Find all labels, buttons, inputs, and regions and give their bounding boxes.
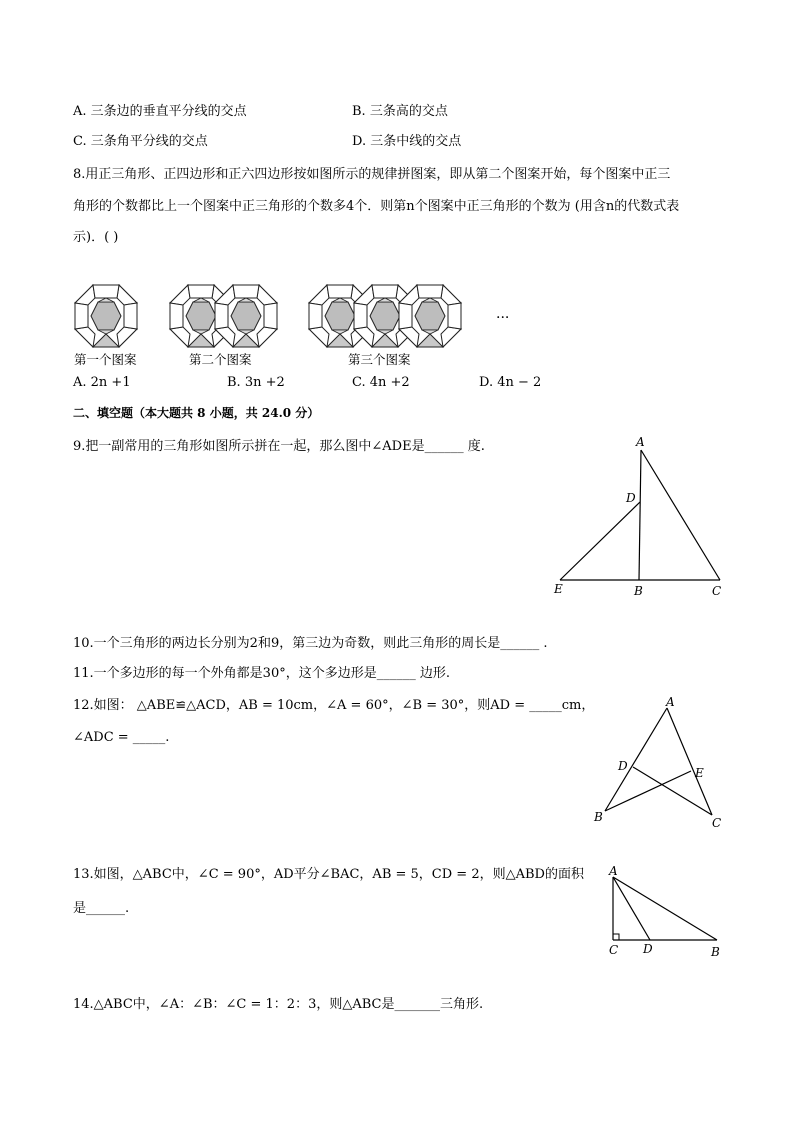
q13-label-c: C <box>609 943 619 957</box>
q12-label-b: B <box>594 810 603 824</box>
q8-pattern2-tile <box>215 285 277 347</box>
q9-label-c: C <box>712 584 722 598</box>
q13-stem-line1: 13.如图，△ABC中，∠C = 90°，AD平分∠BAC，AB = 5，CD = 2，则△ABD的面积 <box>73 867 584 882</box>
q12-stem-line2: ∠ADC = _____. <box>73 730 170 745</box>
q8-stem-line2: 角形的个数都比上一个图案中正三角形的个数多4个．则第n个图案中正三角形的个数为 (用含n的代数式表 <box>73 199 680 214</box>
q8-stem-line1: 8.用正三角形、正四边形和正六四边形按如图所示的规律拼图案，即从第二个图案开始，每个图案中正三 <box>73 167 671 182</box>
q9-stem: 9.把一副常用的三角形如图所示拼在一起，那么图中∠ADE是______ 度. <box>73 439 485 454</box>
q8-pattern3-tile <box>399 285 461 347</box>
q10-stem: 10.一个三角形的两边长分别为2和9，第三边为奇数，则此三角形的周长是______ . <box>73 636 548 651</box>
q13-figure <box>600 864 740 964</box>
section-fill-in-title: 二、填空题（本大题共 8 小题，共 24.0 分） <box>73 406 320 420</box>
q8-ellipsis: ... <box>496 306 510 322</box>
q7-option-a: A. 三条边的垂直平分线的交点 <box>73 104 247 119</box>
q14-stem: 14.△ABC中，∠A：∠B：∠C = 1：2：3，则△ABC是_______三角形. <box>73 997 484 1012</box>
q12-label-d: D <box>618 759 628 773</box>
q7-option-c: C. 三条角平分线的交点 <box>73 134 208 149</box>
q13-label-b: B <box>711 945 720 959</box>
q8-option-a: A. 2n +1 <box>73 375 131 390</box>
q8-option-c: C. 4n +2 <box>352 375 410 390</box>
q13-label-d: D <box>643 942 653 956</box>
q9-label-a: A <box>636 435 645 449</box>
q9-label-d: D <box>626 491 636 505</box>
q9-label-b: B <box>634 584 643 598</box>
q12-stem-line1: 12.如图： △ABE≌△ACD，AB = 10cm，∠A = 60°，∠B = 30°，则AD = _____cm， <box>73 698 595 713</box>
q7-option-d: D. 三条中线的交点 <box>352 134 462 149</box>
q9-label-e: E <box>554 582 563 596</box>
q8-caption-1: 第一个图案 <box>74 352 137 367</box>
q8-option-d: D. 4n − 2 <box>479 375 542 390</box>
q12-label-a: A <box>666 695 675 709</box>
q7-option-b: B. 三条高的交点 <box>352 104 448 119</box>
q11-stem: 11.一个多边形的每一个外角都是30°，这个多边形是______ 边形. <box>73 666 450 681</box>
q8-caption-3: 第三个图案 <box>348 352 411 367</box>
q8-caption-2: 第二个图案 <box>189 352 252 367</box>
q12-label-c: C <box>712 816 722 830</box>
q12-label-e: E <box>695 766 704 780</box>
q9-figure <box>550 432 730 602</box>
q13-stem-line2: 是______. <box>73 901 130 916</box>
q8-pattern1-tile <box>75 285 137 347</box>
q13-label-a: A <box>609 864 618 878</box>
q12-figure <box>590 693 730 833</box>
q8-pattern-figure <box>0 278 794 378</box>
q8-option-b: B. 3n +2 <box>227 375 285 390</box>
q8-stem-line3: 示)．( ) <box>73 230 119 245</box>
